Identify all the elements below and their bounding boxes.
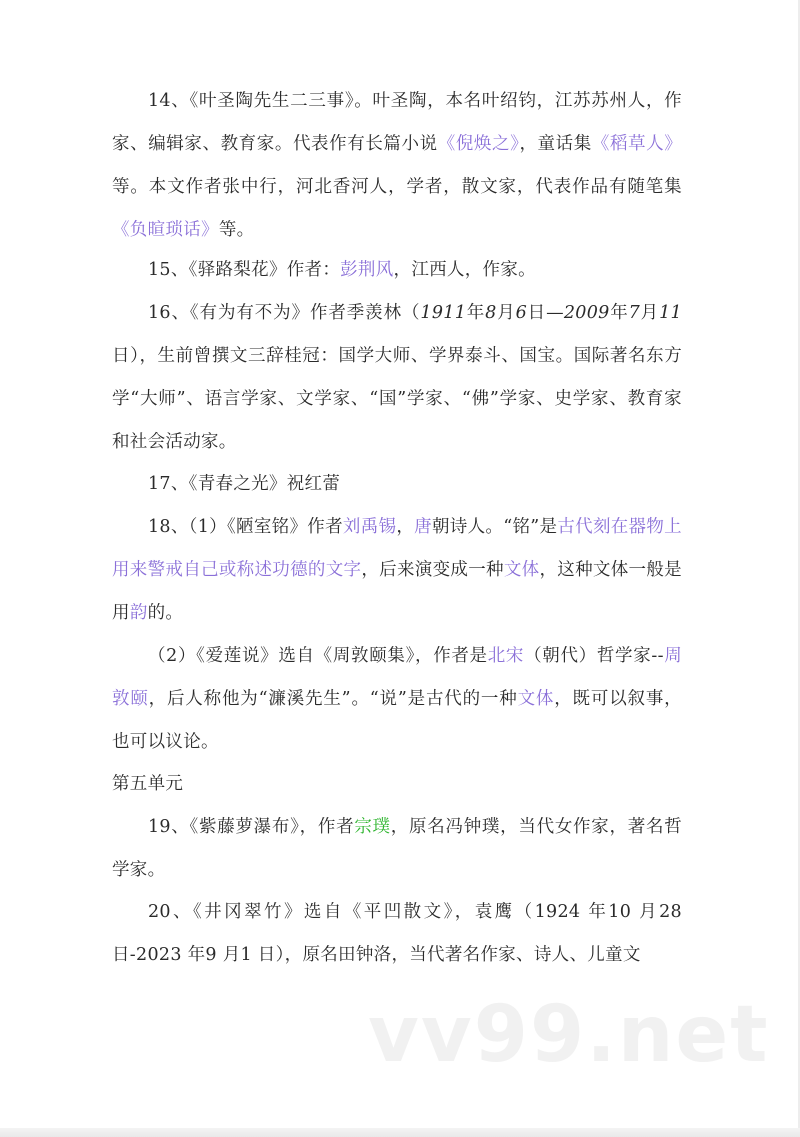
- dynasty-tang: 唐: [414, 517, 432, 537]
- author-zong-pu: 宗璞: [354, 817, 391, 837]
- book-title-dao-cao-ren: 《稻草人》: [591, 134, 683, 154]
- paragraph-15: 15、《驿路梨花》作者：彭荆风，江西人，作家。: [148, 260, 536, 280]
- term-wen-ti-2: 文体: [517, 689, 555, 709]
- paragraph-20: 20、《井冈翠竹》选自《平凹散文》，袁鹰（1924 年10 月28 日-2023 年9 月1 日），原名田钟洛，当代著名作家、诗人、儿童文: [112, 902, 682, 965]
- dynasty-bei-song: 北宋: [487, 646, 525, 666]
- author-zhou-dun-yi: 周敦颐: [112, 646, 682, 709]
- watermark: vv99.net: [368, 990, 770, 1080]
- paragraph-14: 14、《叶圣陶先生二三事》。叶圣陶，本名叶绍钧，江苏苏州人，作家、编辑家、教育家。代表作有长篇小说《倪焕之》，童话集《稻草人》等。本文作者张中行，河北香河人，学者，散文家，代表作品有随笔集《负暄琐话》等。: [112, 91, 683, 240]
- paragraph-17: 17、《青春之光》祝红蕾: [148, 474, 341, 494]
- term-yun: 韵: [129, 603, 148, 623]
- term-wen-ti: 文体: [503, 560, 540, 580]
- book-title-fu-xuan-suo-hua: 《负暄琐话》: [112, 220, 219, 240]
- paragraph-19: 19、《紫藤萝瀑布》，作者宗璞，原名冯钟璞，当代女作家，著名哲学家。: [112, 817, 682, 880]
- ming-definition: 古代刻在器物上用来警戒自己或称述功德的文字: [112, 517, 682, 580]
- author-liu-yu-xi: 刘禹锡: [342, 517, 397, 537]
- paragraph-16: 16、《有为有不为》作者季羡林（1911年8月6日—2009年7月11日），生前曾撰文三辞桂冠：国学大师、学界泰斗、国宝。国际著名东方学“大师”、语言学家、文学家、“国”学家、“佛”学家、史学家、教育家和社会活动家。: [112, 303, 682, 452]
- paragraph-18-1: 18、（1）《陋室铭》作者刘禹锡，唐朝诗人。“铭”是古代刻在器物上用来警戒自己或称述功德的文字，后来演变成一种文体，这种文体一般是用韵的。: [112, 517, 682, 623]
- page-bottom-edge: [0, 1128, 800, 1137]
- author-peng-jing-feng: 彭荆风: [340, 260, 394, 280]
- unit-five-heading: 第五单元: [112, 774, 184, 794]
- book-title-ni-huan-zhi: 《倪焕之》: [437, 134, 520, 154]
- paragraph-18-2: （2）《爱莲说》选自《周敦颐集》，作者是北宋（朝代）哲学家--周敦颐，后人称他为“濂溪先生”。“说”是古代的一种文体，既可以叙事，也可以议论。: [112, 646, 682, 752]
